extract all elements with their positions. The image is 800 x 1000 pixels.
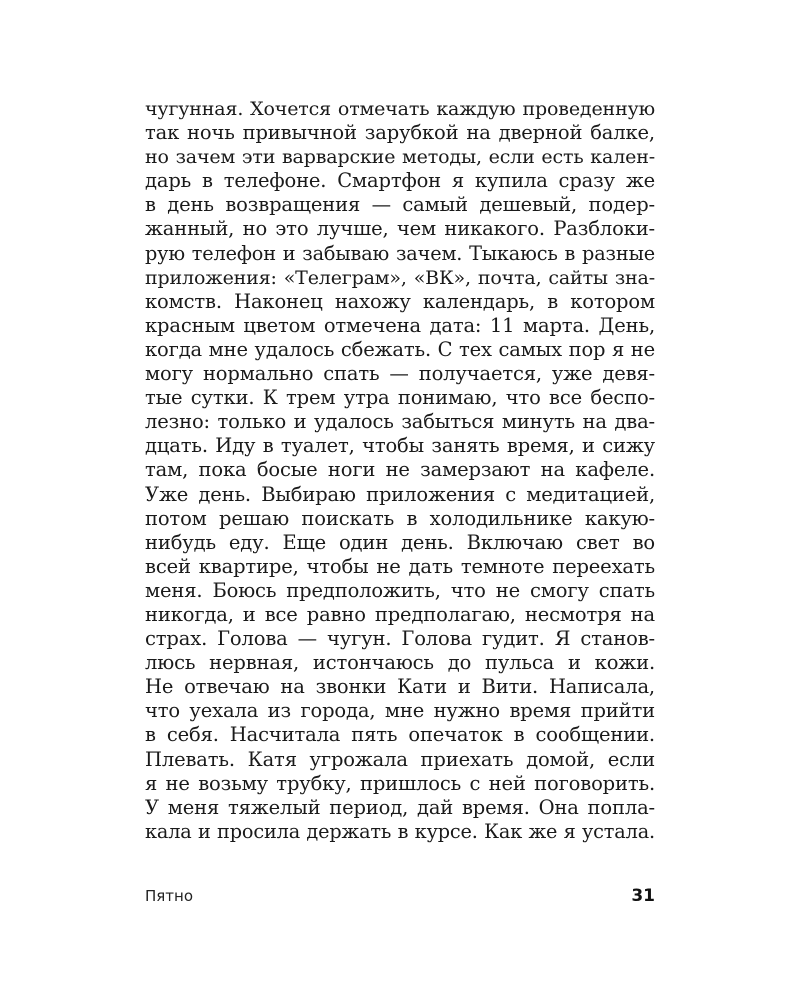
text-line: могу нормально спать — получается, уже девя-	[145, 362, 655, 386]
text-line: всей квартире, чтобы не дать темноте переехать	[145, 554, 655, 578]
text-line: но зачем эти варварские методы, если есть кален-	[145, 146, 655, 169]
text-line: Уже день. Выбираю приложения с медитацией,	[145, 482, 655, 506]
text-line: там, пока босые ноги не замерзают на кафеле.	[145, 458, 655, 482]
text-line: Плевать. Катя угрожала приехать домой, если	[145, 747, 655, 771]
text-line: меня. Боюсь предположить, что не смогу спать	[145, 578, 655, 602]
running-title: Пятно	[145, 887, 194, 905]
page-footer	[145, 884, 655, 908]
text-line: никогда, и все равно предполагаю, несмотря на	[145, 602, 655, 626]
text-line: приложения: «Телеграм», «ВК», почта, сайты зна-	[145, 266, 655, 289]
text-line: люсь нервная, истончаюсь до пульса и кожи.	[145, 651, 655, 675]
text-line: так ночь привычной зарубкой на дверной балке,	[145, 121, 655, 145]
text-line: лезно: только и удалось забыться минуть на два-	[145, 410, 655, 434]
text-line: тые сутки. К трем утра понимаю, что все беспо-	[145, 386, 655, 410]
text-line: нибудь еду. Еще один день. Включаю свет во	[145, 530, 655, 554]
text-line: жанный, но это лучше, чем никакого. Разблоки-	[145, 217, 655, 241]
text-line: Не отвечаю на звонки Кати и Вити. Написала,	[145, 675, 655, 699]
text-line: потом решаю поискать в холодильнике какую-	[145, 506, 655, 530]
text-line: я не возьму трубку, пришлось с ней поговорить.	[145, 771, 655, 795]
text-line: комств. Наконец нахожу календарь, в котором	[145, 289, 655, 313]
text-line: дарь в телефоне. Смартфон я купила сразу же	[145, 169, 655, 193]
text-line: дцать. Иду в туалет, чтобы занять время, и сижу	[145, 434, 655, 458]
text-line: что уехала из города, мне нужно время прийти	[145, 699, 655, 723]
text-line: в себя. Насчитала пять опечаток в сообщении.	[145, 723, 655, 747]
text-line: страх. Голова — чугун. Голова гудит. Я станов-	[145, 627, 655, 651]
page-number: 31	[631, 886, 655, 906]
text-line: красным цветом отмечена дата: 11 марта. День,	[145, 313, 655, 337]
text-line: рую телефон и забываю зачем. Тыкаюсь в разные	[145, 241, 655, 265]
text-line: кала и просила держать в курсе. Как же я устала.	[145, 819, 655, 843]
body-text	[145, 97, 655, 844]
text-line: когда мне удалось сбежать. С тех самых пор я не	[145, 337, 655, 361]
text-line: чугунная. Хочется отмечать каждую проведенную	[145, 98, 655, 120]
text-line: У меня тяжелый период, дай время. Она попла-	[145, 795, 655, 819]
text-line: в день возвращения — самый дешевый, подер-	[145, 193, 655, 217]
